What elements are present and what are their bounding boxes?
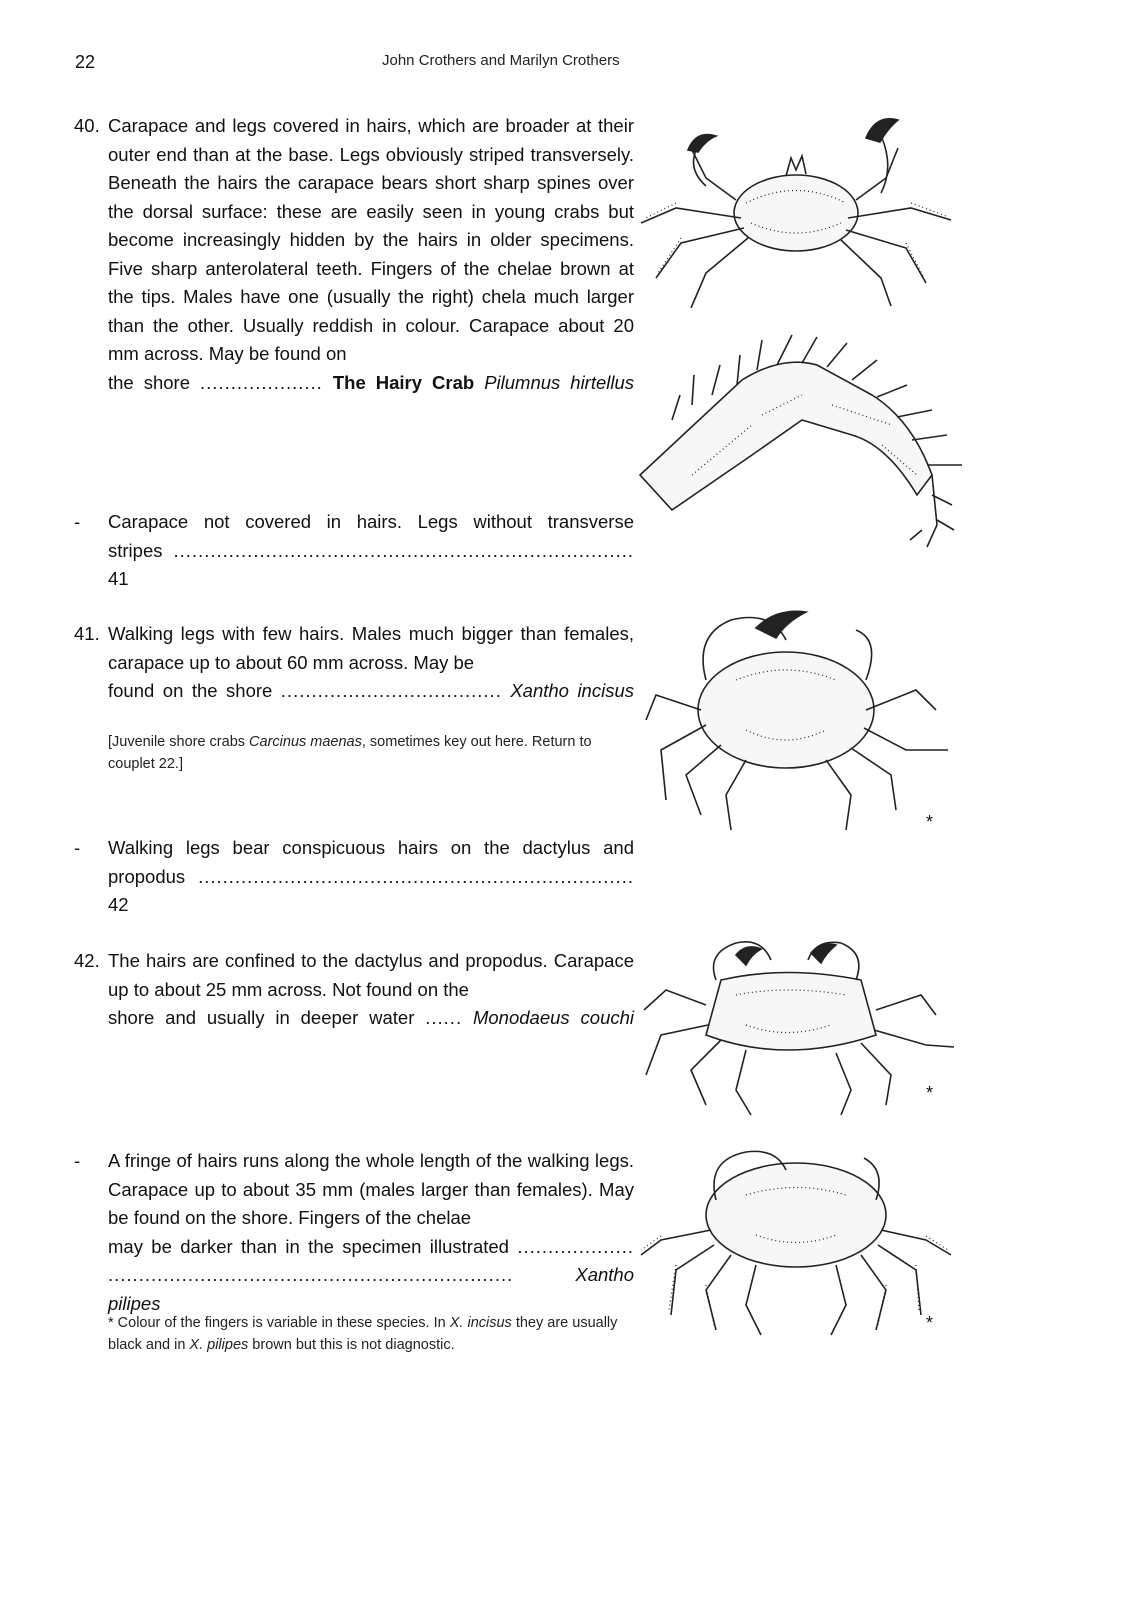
couplet-lead-line (108, 863, 634, 920)
species-name: Xantho pilipes (108, 1264, 634, 1314)
couplet-41b (74, 834, 634, 920)
couplet-number: 41. (74, 623, 100, 644)
lead-text: may be darker than in the specimen illustrated (108, 1235, 509, 1257)
crab-carapace (706, 1163, 886, 1267)
footnote-species: X. incisus (449, 1315, 512, 1331)
couplet-lead-line (108, 1004, 634, 1033)
xantho-pilipes-illustration (636, 1140, 956, 1340)
asterisk-mark: * (926, 1083, 934, 1103)
couplet-text: Walking legs bear conspicuous hairs on the dactylus and (108, 837, 634, 858)
goto-number: 42 (108, 894, 129, 915)
couplet-lead-line (108, 369, 634, 398)
couplet-40a (74, 112, 634, 397)
footnote-text: brown but this is not diagnostic. (252, 1337, 455, 1353)
couplet-text: Carapace not covered in hairs. Legs without transverse (108, 511, 634, 532)
running-head: John Crothers and Marilyn Crothers (382, 52, 620, 69)
lead-text: the shore (108, 371, 190, 393)
juvenile-note (108, 731, 638, 775)
leader-dots: ...... (425, 1007, 463, 1028)
couplet-lead-line (108, 537, 634, 594)
lead-text: propodus (108, 865, 186, 887)
lead-text: stripes (108, 539, 163, 561)
couplet-41a (74, 620, 634, 706)
leader-dots: .................................................................. (108, 1264, 514, 1285)
xantho-incisus-illustration (636, 600, 956, 840)
note-species: Carcinus maenas (249, 734, 362, 750)
asterisk-mark: * (926, 812, 934, 832)
couplet-dash: - (74, 1150, 81, 1171)
leader-dots: ....................................................................... (198, 865, 634, 887)
species-name: Xantho incisus (510, 680, 634, 701)
couplet-40b (74, 508, 634, 594)
footnote (108, 1312, 638, 1356)
leader-dots: ................... (517, 1235, 635, 1257)
species-name: Pilumnus hirtellus (484, 371, 635, 393)
goto-number: 41 (108, 568, 129, 589)
couplet-lead-line (108, 677, 634, 706)
species-name: Monodaeus couchi (472, 1007, 635, 1028)
hairy-leg-illustration (632, 325, 972, 555)
couplet-text: A fringe of hairs runs along the whole length of the walking legs. Carapace up to about 35 mm (males larger than females). May be found on the shore. Fingers of the chelae (108, 1150, 634, 1228)
crab-carapace (698, 652, 874, 768)
footnote-text: they are usually black and in (108, 1315, 618, 1353)
note-text: [Juvenile shore crabs (108, 734, 246, 750)
note-text-end: , sometimes key out here. Return to couplet 22.] (108, 734, 592, 772)
leader-dots: ........................................................................... (173, 539, 634, 561)
couplet-text: The hairs are confined to the dactylus and propodus. Carapace up to about 25 mm across. Not found on the (108, 950, 634, 1000)
couplet-lead-line (108, 1233, 634, 1262)
couplet-text: Carapace and legs covered in hairs, which are broader at their outer end than at the base. Legs obviously striped transversely. Beneath the hairs the carapace bears short sharp spines over the dorsal surface: these are easily seen in young crabs but become increasingly hidden by the hairs in older specimens. Five sharp anterolateral teeth. Fingers of the chelae brown at the tips. Males have one (usually the right) chela much larger than the other. Usually reddish in colour. Carapace about 20 mm across. May be found on (108, 115, 634, 364)
couplet-number: 42. (74, 950, 100, 971)
lead-text: found on the shore (108, 680, 273, 701)
hairy-crab-illustration (636, 108, 956, 308)
couplet-42a (74, 947, 634, 1033)
page-number: 22 (75, 52, 96, 72)
couplet-text: Walking legs with few hairs. Males much bigger than females, carapace up to about 60 mm across. May be (108, 623, 634, 673)
lead-text: shore and usually in deeper water (108, 1007, 415, 1028)
leader-dots: .................... (200, 371, 323, 393)
couplet-lead-line-2 (108, 1261, 634, 1318)
couplet-dash: - (74, 837, 81, 858)
crab-carapace (734, 175, 858, 251)
couplet-42b (74, 1147, 634, 1318)
crab-carapace (706, 973, 876, 1051)
footnote-species: X. pilipes (189, 1337, 249, 1353)
monodaeus-couchi-illustration (636, 935, 956, 1120)
leader-dots: .................................... (280, 680, 502, 701)
footnote-text: * Colour of the fingers is variable in these species. In (108, 1315, 446, 1331)
common-name: The Hairy Crab (332, 371, 475, 393)
couplet-dash: - (74, 511, 81, 532)
couplet-number: 40. (74, 115, 100, 136)
asterisk-mark: * (926, 1313, 934, 1333)
